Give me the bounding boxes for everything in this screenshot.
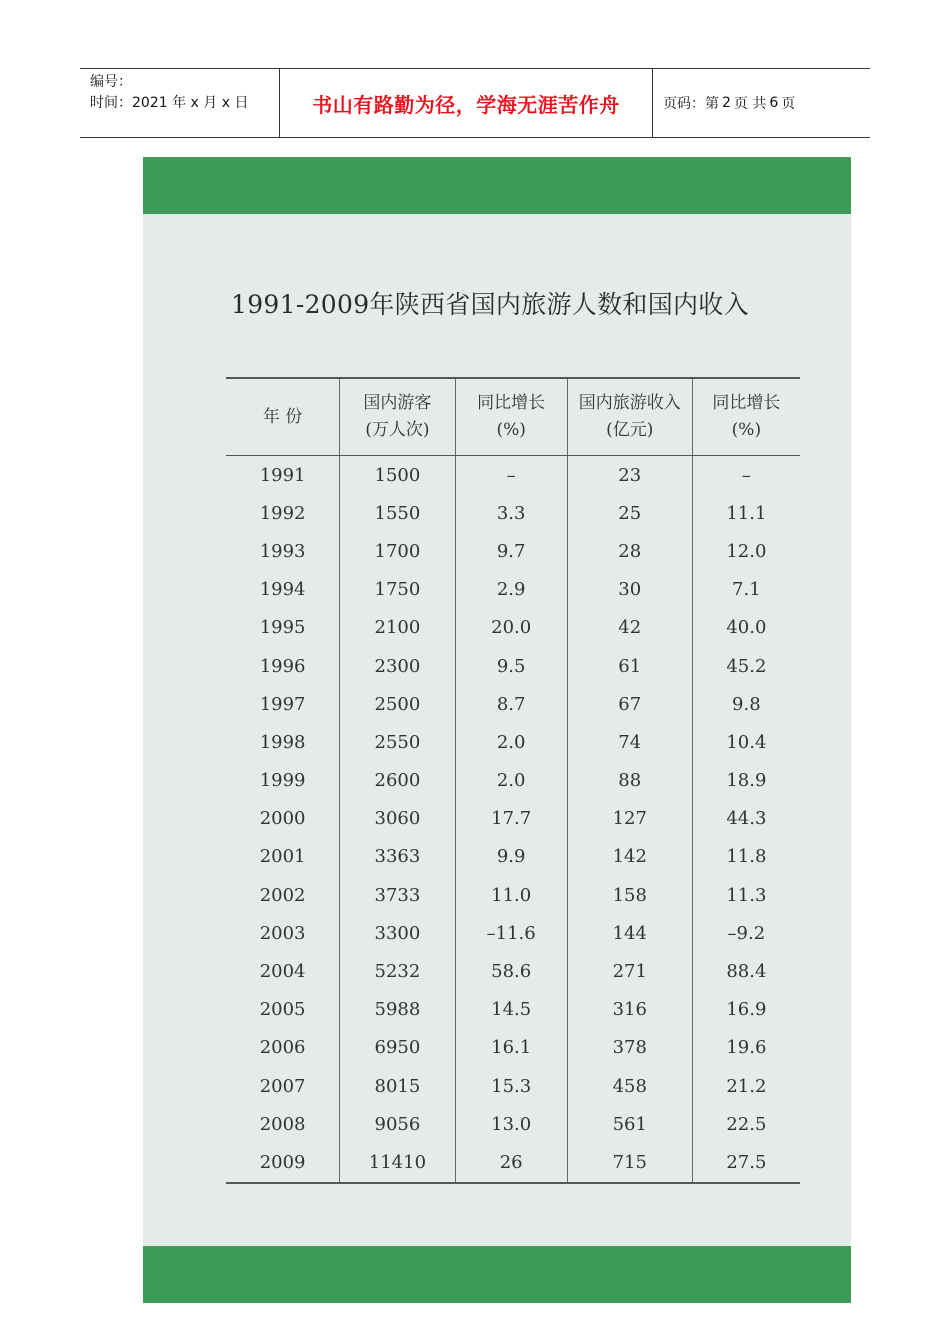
col-header-year: 年 份 xyxy=(226,378,340,456)
table-cell: 2007 xyxy=(259,1075,306,1097)
table-cell: 458 xyxy=(567,1067,692,1105)
table-cell: 20.0 xyxy=(455,609,567,647)
table-cell: 142 xyxy=(567,838,692,876)
table-cell: 40.0 xyxy=(692,609,800,647)
table-cell: 11.3 xyxy=(692,876,800,914)
table-cell: 28 xyxy=(567,532,692,570)
table-cell: 19.6 xyxy=(692,1029,800,1067)
table-body xyxy=(226,456,800,1183)
table-cell: 1998 xyxy=(259,731,306,753)
table-cell: 9056 xyxy=(340,1105,455,1143)
table-cell: 42 xyxy=(567,609,692,647)
table-cell: 1996 xyxy=(259,655,306,677)
table-row xyxy=(226,952,800,990)
table-cell: 11.1 xyxy=(692,494,800,532)
table-row xyxy=(226,1029,800,1067)
table-cell: 561 xyxy=(567,1105,692,1143)
table-row xyxy=(226,991,800,1029)
table-cell: 27.5 xyxy=(692,1143,800,1182)
table-cell: 1999 xyxy=(259,770,306,792)
table-cell: 12.0 xyxy=(692,532,800,570)
table-cell: 13.0 xyxy=(455,1105,567,1143)
table-cell: 2500 xyxy=(340,685,455,723)
motto: 书山有路勤为径，学海无涯苦作舟 xyxy=(280,69,653,137)
table-cell: 25 xyxy=(567,494,692,532)
page-suffix: 页 xyxy=(781,96,796,112)
table-cell: 2009 xyxy=(226,1143,340,1182)
table-cell: 5232 xyxy=(340,952,455,990)
tourism-table xyxy=(226,377,800,1184)
table-cell: 3300 xyxy=(340,914,455,952)
table-cell: 2006 xyxy=(259,1037,306,1059)
table-cell: 144 xyxy=(567,914,692,952)
table-cell: 88.4 xyxy=(692,952,800,990)
table-row xyxy=(226,494,800,532)
table-cell: 715 xyxy=(567,1143,692,1182)
time-label: 时间：2021 年 x 月 x 日 xyxy=(90,95,249,111)
table-cell: 9.7 xyxy=(455,532,567,570)
table-row xyxy=(226,838,800,876)
table-cell: 378 xyxy=(567,1029,692,1067)
table-cell: 5988 xyxy=(340,991,455,1029)
table-cell: 18.9 xyxy=(692,762,800,800)
table-cell: – xyxy=(455,456,567,495)
table-row xyxy=(226,762,800,800)
table-cell: 9.9 xyxy=(455,838,567,876)
col-header-tourist-growth: 同比增长 (%) xyxy=(455,378,567,456)
page-prefix: 页码：第 xyxy=(663,96,719,112)
table-cell: 30 xyxy=(567,571,692,609)
table-cell: –11.6 xyxy=(455,914,567,952)
page-mid: 页 共 xyxy=(733,96,767,112)
table-header-row xyxy=(226,378,800,456)
col-header-revenue: 国内旅游收入 (亿元) xyxy=(567,378,692,456)
table-cell: 2300 xyxy=(340,647,455,685)
table-cell: 1995 xyxy=(259,617,306,639)
page-total: 6 xyxy=(769,95,779,111)
top-green-band xyxy=(143,157,851,214)
table-cell: 2600 xyxy=(340,762,455,800)
table-cell: 1994 xyxy=(259,579,306,601)
table-cell: 88 xyxy=(567,762,692,800)
table-cell: –9.2 xyxy=(692,914,800,952)
table-cell: 7.1 xyxy=(692,571,800,609)
table-cell: 11.8 xyxy=(692,838,800,876)
table-cell: 2000 xyxy=(259,808,306,830)
col-header-revenue-growth: 同比增长 (%) xyxy=(692,378,800,456)
table-cell: 44.3 xyxy=(692,800,800,838)
table-cell: 2005 xyxy=(259,999,306,1021)
table-cell: 58.6 xyxy=(455,952,567,990)
table-cell: 1991 xyxy=(259,464,306,486)
table-row xyxy=(226,1105,800,1143)
table-cell: 2002 xyxy=(259,884,306,906)
table-cell: 17.7 xyxy=(455,800,567,838)
bottom-green-band xyxy=(143,1246,851,1303)
table-row xyxy=(226,609,800,647)
table-cell: 1993 xyxy=(259,540,306,562)
table-cell: 316 xyxy=(567,991,692,1029)
table-cell: 1750 xyxy=(340,571,455,609)
table-row xyxy=(226,914,800,952)
table-cell: 23 xyxy=(567,456,692,495)
table-cell: 2100 xyxy=(340,609,455,647)
table-cell: 16.9 xyxy=(692,991,800,1029)
table-cell: 14.5 xyxy=(455,991,567,1029)
table-row xyxy=(226,532,800,570)
table-cell: 3.3 xyxy=(455,494,567,532)
table-row xyxy=(226,685,800,723)
table-cell: 16.1 xyxy=(455,1029,567,1067)
table-cell: 9.5 xyxy=(455,647,567,685)
table-row xyxy=(226,1143,800,1182)
table-cell: 1700 xyxy=(340,532,455,570)
table-cell: 11410 xyxy=(340,1143,455,1182)
table-cell: 3060 xyxy=(340,800,455,838)
table-row xyxy=(226,571,800,609)
table-cell: 74 xyxy=(567,723,692,761)
table-title: 1991-2009年陕西省国内旅游人数和国内收入 xyxy=(231,290,749,319)
table-row xyxy=(226,876,800,914)
table-cell: 61 xyxy=(567,647,692,685)
table-cell: 2.9 xyxy=(455,571,567,609)
table-cell: 3733 xyxy=(340,876,455,914)
table-cell: 2004 xyxy=(259,961,306,983)
table-cell: 2003 xyxy=(259,922,306,944)
table-cell: 2.0 xyxy=(455,723,567,761)
table-row xyxy=(226,456,800,495)
table-cell: 2008 xyxy=(259,1113,306,1135)
table-cell: 2001 xyxy=(259,846,306,868)
table-cell: 11.0 xyxy=(455,876,567,914)
table-cell: 1992 xyxy=(259,502,306,524)
table-cell: 158 xyxy=(567,876,692,914)
serial-label: 编号： xyxy=(90,74,132,90)
table-cell: 10.4 xyxy=(692,723,800,761)
table-cell: 6950 xyxy=(340,1029,455,1067)
table-cell: 21.2 xyxy=(692,1067,800,1105)
table-row xyxy=(226,1067,800,1105)
page-header xyxy=(80,68,870,138)
table-cell: 9.8 xyxy=(692,685,800,723)
table-cell: 15.3 xyxy=(455,1067,567,1105)
table-cell: 1500 xyxy=(340,456,455,495)
table-cell: 22.5 xyxy=(692,1105,800,1143)
table-cell: 2.0 xyxy=(455,762,567,800)
table-cell: – xyxy=(692,456,800,495)
table-cell: 8015 xyxy=(340,1067,455,1105)
table-panel xyxy=(143,157,851,1303)
table-cell: 1550 xyxy=(340,494,455,532)
page-number xyxy=(653,69,870,137)
table-cell: 1997 xyxy=(259,693,306,715)
table-cell: 271 xyxy=(567,952,692,990)
page-current: 2 xyxy=(722,95,731,111)
table-cell: 26 xyxy=(455,1143,567,1182)
table-row xyxy=(226,800,800,838)
table-cell: 2550 xyxy=(340,723,455,761)
header-meta xyxy=(80,69,280,137)
table-row xyxy=(226,647,800,685)
table-cell: 67 xyxy=(567,685,692,723)
table-row xyxy=(226,723,800,761)
col-header-tourists: 国内游客 (万人次) xyxy=(340,378,455,456)
table-cell: 3363 xyxy=(340,838,455,876)
table-cell: 45.2 xyxy=(692,647,800,685)
table-cell: 127 xyxy=(567,800,692,838)
table-cell: 8.7 xyxy=(455,685,567,723)
